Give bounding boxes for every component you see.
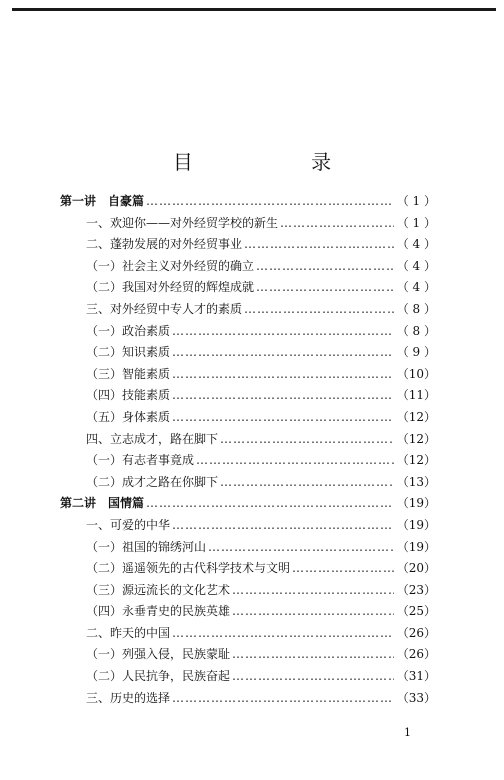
toc-entry [60, 386, 436, 408]
toc-entry-label: （二）人民抗争，民族奋起 [86, 669, 231, 684]
toc-entry-label: （二）知识素质 [86, 345, 171, 360]
toc-entry [60, 602, 436, 624]
dot-leader [244, 237, 394, 251]
toc-entry-label: （三）源远流长的文化艺术 [86, 582, 231, 597]
toc-entry-page: （19） [396, 496, 436, 511]
toc-entry [60, 322, 436, 344]
dot-leader [146, 194, 394, 208]
toc-entry [60, 430, 436, 452]
dot-leader [196, 453, 394, 467]
toc-entry-page: （11） [396, 388, 436, 403]
toc-entry-label: 三、对外经贸中专人才的素质 [86, 301, 243, 316]
dot-leader [172, 367, 394, 381]
toc-entry-page: （33） [396, 690, 436, 705]
dot-leader [172, 691, 394, 705]
toc-entry-label: （二）遥遥领先的古代科学技术与文明 [86, 561, 291, 576]
toc-entry-page: （ 4 ） [396, 237, 436, 252]
toc-entry-label: （二）我国对外经贸的辉煌成就 [86, 280, 255, 295]
toc-entry-page: （12） [396, 431, 436, 446]
toc-entry-label: （三）智能素质 [86, 366, 171, 381]
toc-entry [60, 278, 436, 300]
toc-entry [60, 516, 436, 538]
toc-entry-page: （ 8 ） [396, 323, 436, 338]
toc-entry [60, 494, 436, 516]
toc-entry-page: （25） [396, 604, 436, 619]
toc-entry-label: （一）社会主义对外经贸的确立 [86, 258, 255, 273]
toc-entry-label: （一）政治素质 [86, 323, 171, 338]
toc-entry-label: （五）身体素质 [86, 409, 171, 424]
toc-entry [60, 473, 436, 495]
dot-leader [172, 410, 394, 424]
toc-entry-label: （一）祖国的锦绣河山 [86, 539, 207, 554]
dot-leader [220, 432, 394, 446]
toc-entry-page: （19） [396, 517, 436, 532]
toc-entry [60, 624, 436, 646]
dot-leader [256, 259, 394, 273]
toc-entry [60, 645, 436, 667]
dot-leader [146, 496, 394, 510]
dot-leader [232, 583, 394, 597]
toc-entry [60, 214, 436, 236]
toc-entry-page: （ 1 ） [396, 215, 436, 230]
toc-entry-label: 一、欢迎你——对外经贸学校的新生 [86, 215, 279, 230]
toc-entry-label: 二、蓬勃发展的对外经贸事业 [86, 237, 243, 252]
page-number: 1 [404, 726, 411, 739]
toc-entry [60, 667, 436, 689]
page-title: 目 录 [172, 150, 388, 174]
toc-entry-page: （12） [396, 453, 436, 468]
toc-entry-label: 二、昨天的中国 [86, 625, 171, 640]
toc-entry [60, 538, 436, 560]
dot-leader [208, 540, 394, 554]
toc-entry-label: （四）技能素质 [86, 388, 171, 403]
dot-leader [172, 518, 394, 532]
toc-entry-label: （四）永垂青史的民族英雄 [86, 604, 231, 619]
toc-entry [60, 559, 436, 581]
toc-entry-page: （20） [396, 561, 436, 576]
dot-leader [256, 280, 394, 294]
dot-leader [172, 324, 394, 338]
dot-leader [232, 604, 394, 618]
toc-entry-page: （26） [396, 647, 436, 662]
toc-entry [60, 343, 436, 365]
toc-entry [60, 408, 436, 430]
toc-entry-label: 三、历史的选择 [86, 690, 171, 705]
dot-leader [232, 647, 394, 661]
toc-entry [60, 451, 436, 473]
toc-entry-page: （10） [396, 366, 436, 381]
toc-entry-page: （23） [396, 582, 436, 597]
toc-entry-label: 第一讲 自豪篇 [60, 194, 145, 208]
top-rule [12, 8, 496, 11]
toc-entry [60, 257, 436, 279]
toc-entry [60, 689, 436, 711]
toc-entry-label: （一）列强入侵，民族蒙耻 [86, 647, 231, 662]
toc-entry-page: （26） [396, 625, 436, 640]
toc-entry-label: （一）有志者事竟成 [86, 453, 195, 468]
dot-leader [232, 669, 394, 683]
toc-entry-page: （ 8 ） [396, 301, 436, 316]
dot-leader [172, 345, 394, 359]
toc-entry-page: （12） [396, 409, 436, 424]
dot-leader [220, 475, 394, 489]
toc-entry [60, 235, 436, 257]
toc-entry-label: （二）成才之路在你脚下 [86, 474, 219, 489]
toc-entry [60, 581, 436, 603]
toc-entry-page: （ 4 ） [396, 258, 436, 273]
toc-entry-label: 第二讲 国情篇 [60, 496, 145, 511]
dot-leader [172, 388, 394, 402]
toc-entry [60, 192, 436, 214]
table-of-contents [60, 192, 436, 710]
toc-entry-page: （ 1 ） [396, 194, 436, 208]
dot-leader [244, 302, 394, 316]
toc-entry-page: （19） [396, 539, 436, 554]
toc-entry-label: 一、可爱的中华 [86, 517, 171, 532]
toc-entry [60, 365, 436, 387]
toc-entry-page: （ 4 ） [396, 280, 436, 295]
toc-entry [60, 300, 436, 322]
toc-entry-page: （31） [396, 669, 436, 684]
dot-leader [280, 216, 394, 230]
toc-entry-page: （ 9 ） [396, 345, 436, 360]
toc-entry-page: （13） [396, 474, 436, 489]
dot-leader [292, 561, 394, 575]
dot-leader [172, 626, 394, 640]
toc-entry-label: 四、立志成才，路在脚下 [86, 431, 219, 446]
